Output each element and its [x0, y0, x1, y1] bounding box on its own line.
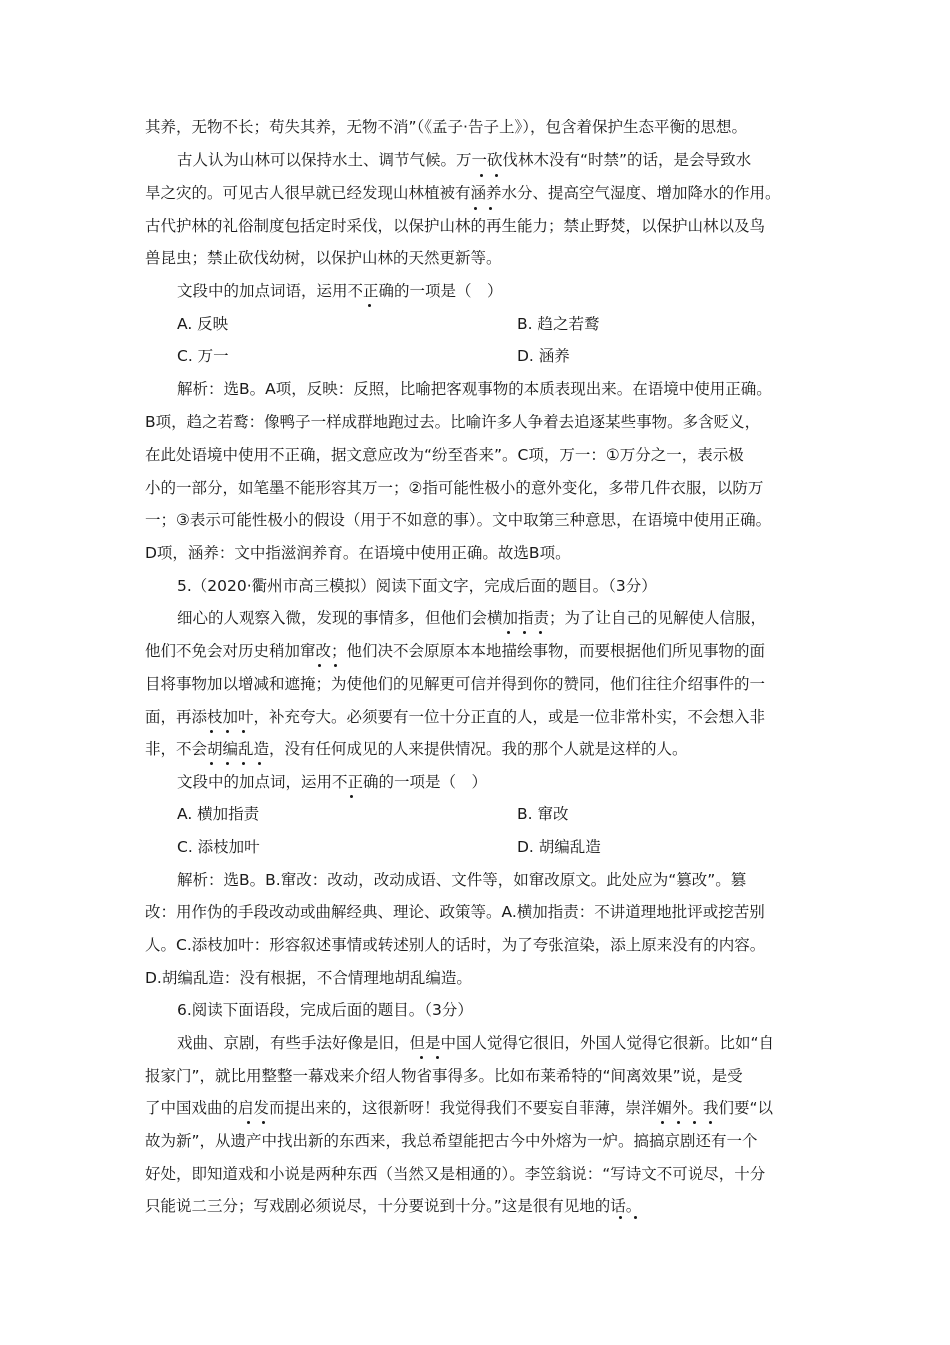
emphasis-dot [226, 730, 229, 733]
text-line: 好处，即知道戏和小说是两种东西（当然又是相通的）。李笠翁说：“写诗文不可说尽，十分 [145, 1165, 766, 1183]
analysis-line: 人。C.添枝加叶：形容叙述事情或转述别人的话时，为了夸张渲染，添上原来没有的内容。 [145, 936, 766, 954]
analysis-line: 一；③表示可能性极小的假设（用于不如意的事）。文中取第三种意思，在语境中使用正确。 [145, 511, 772, 529]
text-line: 旱之灾的。可见古人很早就已经发现山林植被有涵养水分、提高空气湿度、增加降水的作用。 [145, 184, 781, 202]
analysis-line: 改：用作伪的手段改动或曲解经典、理论、政策等。A.横加指责：不讲道理地批评或挖苦别 [145, 903, 765, 921]
emphasis-dot [368, 304, 371, 307]
emphasis-dot [709, 1121, 712, 1124]
text-line: 目将事物加以增减和遮掩；为使他们的见解更可信并得到你的赞同，他们往往介绍事件的一 [145, 675, 766, 693]
question-prompt: 文段中的加点词，运用不正确的一项是（ ） [177, 773, 488, 791]
question-heading: 5.（2020·衢州市高三模拟）阅读下面文字，完成后面的题目。（3分） [177, 577, 657, 595]
emphasis-dot [247, 1121, 250, 1124]
analysis-line: 解析：选B。A项，反映：反照，比喻把客观事物的本质表现出来。在语境中使用正确。 [177, 380, 772, 398]
text-line: 了中国戏曲的启发而提出来的，这很新呀！我觉得我们不要妄自菲薄，崇洋媚外。我们要“以 [145, 1099, 774, 1117]
text-line: 报家门”，就比用整整一幕戏来介绍人物省事得多。比如布莱希特的“间离效果”说，是受 [145, 1067, 743, 1085]
emphasis-dot [420, 1056, 423, 1059]
analysis-line: D项，涵养：文中指滋润养育。在语境中使用正确。故选B项。 [145, 544, 571, 562]
text-line: 戏曲、京剧，有些手法好像是旧，但是中国人觉得它很旧，外国人觉得它很新。比如“自 [177, 1034, 775, 1052]
emphasis-dot [474, 207, 477, 210]
analysis-line: D.胡编乱造：没有根据，不合情理地胡乱编造。 [145, 969, 472, 987]
emphasis-dot [210, 730, 213, 733]
emphasis-dot [226, 762, 229, 765]
option-b: B. 窜改 [517, 805, 569, 823]
analysis-line: 小的一部分，如笔墨不能形容其万一；②指可能性极小的意外变化，多带几件衣服，以防万 [145, 479, 764, 497]
question-prompt: 文段中的加点词语，运用不正确的一项是（ ） [177, 282, 503, 300]
analysis-line: 在此处语境中使用不正确，据文意应改为“纷至沓来”。C项，万一：①万分之一，表示极 [145, 446, 744, 464]
emphasis-dot [242, 730, 245, 733]
emphasis-dot [539, 631, 542, 634]
emphasis-dot [507, 631, 510, 634]
emphasis-dot [523, 631, 526, 634]
emphasis-dot [634, 1216, 637, 1219]
emphasis-dot [242, 762, 245, 765]
text-line: 细心的人观察入微，发现的事情多，但他们会横加指责；为了让自己的见解使人信服， [177, 609, 767, 627]
emphasis-dot [677, 1121, 680, 1124]
analysis-line: 解析：选B。B.窜改：改动，改动成语、文件等，如窜改原文。此处应为“篡改”。篡 [177, 871, 747, 889]
emphasis-dot [619, 1216, 622, 1219]
emphasis-dot [480, 174, 483, 177]
text-line: 古人认为山林可以保持水土、调节气候。万一砍伐林木没有“时禁”的话，是会导致水 [177, 151, 752, 169]
emphasis-dot [661, 1121, 664, 1124]
emphasis-dot [350, 795, 353, 798]
option-a: A. 反映 [177, 315, 229, 333]
option-b: B. 趋之若鹜 [517, 315, 600, 333]
option-d: D. 涵养 [517, 347, 570, 365]
emphasis-dot [495, 174, 498, 177]
text-line: 兽昆虫；禁止砍伐幼树，以保护山林的天然更新等。 [145, 249, 502, 267]
option-d: D. 胡编乱造 [517, 838, 601, 856]
question-heading: 6.阅读下面语段，完成后面的题目。（3分） [177, 1001, 473, 1019]
emphasis-dot [693, 1121, 696, 1124]
option-a: A. 横加指责 [177, 805, 260, 823]
analysis-line: B项，趋之若鹜：像鸭子一样成群地跑过去。比喻许多人争着去追逐某些事物。多含贬义， [145, 413, 761, 431]
text-line: 故为新”，从遗产中找出新的东西来，我总希望能把古今中外熔为一炉。搞搞京剧还有一个 [145, 1132, 758, 1150]
emphasis-dot [334, 664, 337, 667]
option-c: C. 添枝加叶 [177, 838, 260, 856]
text-line: 古代护林的礼俗制度包括定时采伐，以保护山林的再生能力；禁止野焚，以保护山林以及鸟 [145, 217, 766, 235]
emphasis-dot [210, 762, 213, 765]
emphasis-dot [436, 1056, 439, 1059]
text-line: 非，不会胡编乱造，没有任何成见的人来提供情况。我的那个人就是这样的人。 [145, 740, 688, 758]
text-line: 只能说二三分；写戏剧必须说尽，十分要说到十分。”这是很有见地的话。 [145, 1197, 642, 1215]
option-c: C. 万一 [177, 347, 229, 365]
emphasis-dot [262, 1121, 265, 1124]
emphasis-dot [489, 207, 492, 210]
emphasis-dot [318, 664, 321, 667]
emphasis-dot [258, 762, 261, 765]
text-line: 他们不免会对历史稍加窜改；他们决不会原原本本地描绘事物，而要根据他们所见事物的面 [145, 642, 766, 660]
text-line: 其养，无物不长；苟失其养，无物不消”（《孟子·告子上》），包含着保护生态平衡的思想。 [145, 118, 747, 136]
text-line: 面，再添枝加叶，补充夸大。必须要有一位十分正直的人，或是一位非常朴实，不会想入非 [145, 708, 766, 726]
